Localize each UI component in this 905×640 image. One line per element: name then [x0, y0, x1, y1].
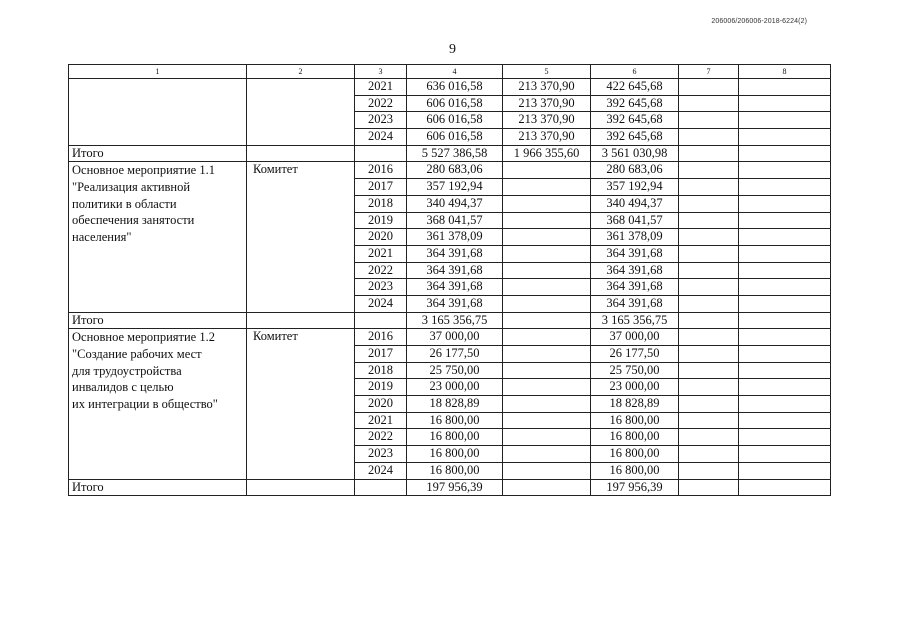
col7-cell — [679, 329, 739, 346]
year-cell: 2022 — [355, 429, 407, 446]
budget-table — [68, 64, 831, 496]
total-label: Итого — [69, 479, 247, 496]
table-row — [69, 162, 831, 179]
regional-amount-cell: 26 177,50 — [591, 346, 679, 363]
federal-amount-cell — [503, 429, 591, 446]
col8-cell — [739, 79, 831, 96]
total-amount-cell: 26 177,50 — [407, 346, 503, 363]
col7-cell — [679, 145, 739, 162]
col8-cell — [739, 462, 831, 479]
regional-amount-cell: 392 645,68 — [591, 129, 679, 146]
col8-cell — [739, 179, 831, 196]
col8-cell — [739, 429, 831, 446]
total-row — [69, 312, 831, 329]
document-id: 206006/206006-2018-6224(2) — [711, 18, 807, 25]
regional-amount-cell: 361 378,09 — [591, 229, 679, 246]
executor-cell — [247, 79, 355, 146]
col7-cell — [679, 362, 739, 379]
col8-cell — [739, 412, 831, 429]
federal-amount-cell — [503, 279, 591, 296]
col8-cell — [739, 195, 831, 212]
year-cell: 2022 — [355, 262, 407, 279]
col7-cell — [679, 462, 739, 479]
year-cell: 2018 — [355, 195, 407, 212]
total-amount-cell: 606 016,58 — [407, 129, 503, 146]
table-row — [69, 329, 831, 346]
executor-cell: Комитет — [247, 329, 355, 479]
measure-name-line: Основное мероприятие 1.1 — [72, 163, 215, 178]
col7-cell — [679, 379, 739, 396]
year-cell: 2023 — [355, 446, 407, 463]
col7-cell — [679, 312, 739, 329]
col7-cell — [679, 95, 739, 112]
regional-amount-cell: 25 750,00 — [591, 362, 679, 379]
year-cell: 2021 — [355, 412, 407, 429]
regional-amount-cell: 280 683,06 — [591, 162, 679, 179]
total-amount-cell: 280 683,06 — [407, 162, 503, 179]
col7-cell — [679, 245, 739, 262]
federal-amount-cell — [503, 212, 591, 229]
total-amount-cell: 606 016,58 — [407, 95, 503, 112]
year-cell: 2023 — [355, 112, 407, 129]
year-cell — [355, 479, 407, 496]
federal-amount-cell — [503, 245, 591, 262]
col8-cell — [739, 479, 831, 496]
col8-cell — [739, 362, 831, 379]
executor-cell — [247, 479, 355, 496]
col7-cell — [679, 446, 739, 463]
year-cell: 2021 — [355, 79, 407, 96]
total-amount-cell: 636 016,58 — [407, 79, 503, 96]
federal-amount-cell — [503, 479, 591, 496]
col7-cell — [679, 295, 739, 312]
col8-cell — [739, 346, 831, 363]
total-amount-cell: 18 828,89 — [407, 396, 503, 413]
page-number: 9 — [449, 42, 456, 57]
year-cell: 2021 — [355, 245, 407, 262]
col7-cell — [679, 129, 739, 146]
measure-name — [69, 329, 247, 479]
regional-amount-cell: 357 192,94 — [591, 179, 679, 196]
total-amount-cell: 357 192,94 — [407, 179, 503, 196]
header-cell: 5 — [503, 65, 591, 79]
col7-cell — [679, 412, 739, 429]
year-cell: 2019 — [355, 212, 407, 229]
col7-cell — [679, 479, 739, 496]
year-cell: 2016 — [355, 162, 407, 179]
header-cell: 7 — [679, 65, 739, 79]
federal-amount-cell — [503, 362, 591, 379]
measure-name — [69, 162, 247, 312]
federal-amount-cell — [503, 295, 591, 312]
federal-amount-cell — [503, 346, 591, 363]
total-amount-cell: 361 378,09 — [407, 229, 503, 246]
total-amount-cell: 37 000,00 — [407, 329, 503, 346]
measure-name — [69, 79, 247, 146]
col8-cell — [739, 379, 831, 396]
federal-amount-cell — [503, 412, 591, 429]
federal-amount-cell — [503, 329, 591, 346]
federal-amount-cell — [503, 379, 591, 396]
col8-cell — [739, 129, 831, 146]
regional-amount-cell: 3 165 356,75 — [591, 312, 679, 329]
regional-amount-cell: 16 800,00 — [591, 412, 679, 429]
header-row — [69, 65, 831, 79]
total-amount-cell: 606 016,58 — [407, 112, 503, 129]
year-cell: 2017 — [355, 179, 407, 196]
year-cell: 2020 — [355, 229, 407, 246]
regional-amount-cell: 392 645,68 — [591, 112, 679, 129]
table-row — [69, 79, 831, 96]
col8-cell — [739, 262, 831, 279]
year-cell — [355, 145, 407, 162]
header-cell: 1 — [69, 65, 247, 79]
col8-cell — [739, 95, 831, 112]
measure-name-line: "Реализация активной — [72, 180, 191, 195]
regional-amount-cell: 364 391,68 — [591, 262, 679, 279]
col8-cell — [739, 112, 831, 129]
federal-amount-cell — [503, 446, 591, 463]
col7-cell — [679, 212, 739, 229]
year-cell: 2017 — [355, 346, 407, 363]
header-cell: 4 — [407, 65, 503, 79]
col7-cell — [679, 346, 739, 363]
col7-cell — [679, 396, 739, 413]
federal-amount-cell — [503, 462, 591, 479]
col8-cell — [739, 446, 831, 463]
col8-cell — [739, 162, 831, 179]
total-amount-cell: 23 000,00 — [407, 379, 503, 396]
regional-amount-cell: 340 494,37 — [591, 195, 679, 212]
federal-amount-cell — [503, 195, 591, 212]
total-amount-cell: 5 527 386,58 — [407, 145, 503, 162]
measure-name-line: их интеграции в общество" — [72, 396, 218, 411]
total-amount-cell: 16 800,00 — [407, 412, 503, 429]
total-label: Итого — [69, 312, 247, 329]
regional-amount-cell: 364 391,68 — [591, 245, 679, 262]
measure-name-line: инвалидов с целью — [72, 380, 174, 395]
col8-cell — [739, 145, 831, 162]
federal-amount-cell: 213 370,90 — [503, 95, 591, 112]
regional-amount-cell: 368 041,57 — [591, 212, 679, 229]
regional-amount-cell: 16 800,00 — [591, 462, 679, 479]
total-row — [69, 145, 831, 162]
total-amount-cell: 3 165 356,75 — [407, 312, 503, 329]
year-cell: 2020 — [355, 396, 407, 413]
measure-name-line: "Создание рабочих мест — [72, 346, 202, 361]
year-cell: 2023 — [355, 279, 407, 296]
total-amount-cell: 16 800,00 — [407, 446, 503, 463]
executor-cell — [247, 145, 355, 162]
total-amount-cell: 364 391,68 — [407, 245, 503, 262]
federal-amount-cell: 213 370,90 — [503, 129, 591, 146]
federal-amount-cell — [503, 229, 591, 246]
header-cell: 2 — [247, 65, 355, 79]
col7-cell — [679, 429, 739, 446]
total-amount-cell: 364 391,68 — [407, 279, 503, 296]
col7-cell — [679, 229, 739, 246]
col7-cell — [679, 262, 739, 279]
federal-amount-cell — [503, 162, 591, 179]
year-cell: 2024 — [355, 462, 407, 479]
col7-cell — [679, 112, 739, 129]
col8-cell — [739, 245, 831, 262]
regional-amount-cell: 3 561 030,98 — [591, 145, 679, 162]
col8-cell — [739, 229, 831, 246]
header-cell: 8 — [739, 65, 831, 79]
regional-amount-cell: 197 956,39 — [591, 479, 679, 496]
executor-cell — [247, 312, 355, 329]
year-cell: 2024 — [355, 129, 407, 146]
regional-amount-cell: 37 000,00 — [591, 329, 679, 346]
regional-amount-cell: 23 000,00 — [591, 379, 679, 396]
total-label: Итого — [69, 145, 247, 162]
total-amount-cell: 364 391,68 — [407, 262, 503, 279]
total-row — [69, 479, 831, 496]
regional-amount-cell: 16 800,00 — [591, 429, 679, 446]
total-amount-cell: 25 750,00 — [407, 362, 503, 379]
total-amount-cell: 340 494,37 — [407, 195, 503, 212]
total-amount-cell: 364 391,68 — [407, 295, 503, 312]
total-amount-cell: 16 800,00 — [407, 462, 503, 479]
header-cell: 6 — [591, 65, 679, 79]
col8-cell — [739, 312, 831, 329]
year-cell: 2022 — [355, 95, 407, 112]
federal-amount-cell — [503, 396, 591, 413]
measure-name-line: для трудоустройства — [72, 363, 182, 378]
measure-name-line: обеспечения занятости — [72, 213, 195, 228]
regional-amount-cell: 364 391,68 — [591, 295, 679, 312]
total-amount-cell: 16 800,00 — [407, 429, 503, 446]
regional-amount-cell: 422 645,68 — [591, 79, 679, 96]
regional-amount-cell: 364 391,68 — [591, 279, 679, 296]
federal-amount-cell: 213 370,90 — [503, 79, 591, 96]
federal-amount-cell: 1 966 355,60 — [503, 145, 591, 162]
col7-cell — [679, 179, 739, 196]
year-cell: 2018 — [355, 362, 407, 379]
year-cell: 2016 — [355, 329, 407, 346]
year-cell: 2024 — [355, 295, 407, 312]
regional-amount-cell: 392 645,68 — [591, 95, 679, 112]
total-amount-cell: 197 956,39 — [407, 479, 503, 496]
col7-cell — [679, 195, 739, 212]
col8-cell — [739, 396, 831, 413]
measure-name-line: политики в области — [72, 196, 177, 211]
federal-amount-cell — [503, 179, 591, 196]
regional-amount-cell: 16 800,00 — [591, 446, 679, 463]
col7-cell — [679, 79, 739, 96]
federal-amount-cell — [503, 262, 591, 279]
measure-name-line: населения" — [72, 229, 132, 244]
federal-amount-cell — [503, 312, 591, 329]
measure-name-line: Основное мероприятие 1.2 — [72, 330, 215, 345]
federal-amount-cell: 213 370,90 — [503, 112, 591, 129]
total-amount-cell: 368 041,57 — [407, 212, 503, 229]
col7-cell — [679, 279, 739, 296]
header-cell: 3 — [355, 65, 407, 79]
year-cell: 2019 — [355, 379, 407, 396]
executor-cell: Комитет — [247, 162, 355, 312]
table-body — [69, 65, 831, 496]
year-cell — [355, 312, 407, 329]
col8-cell — [739, 329, 831, 346]
col8-cell — [739, 279, 831, 296]
col8-cell — [739, 295, 831, 312]
col8-cell — [739, 212, 831, 229]
col7-cell — [679, 162, 739, 179]
regional-amount-cell: 18 828,89 — [591, 396, 679, 413]
